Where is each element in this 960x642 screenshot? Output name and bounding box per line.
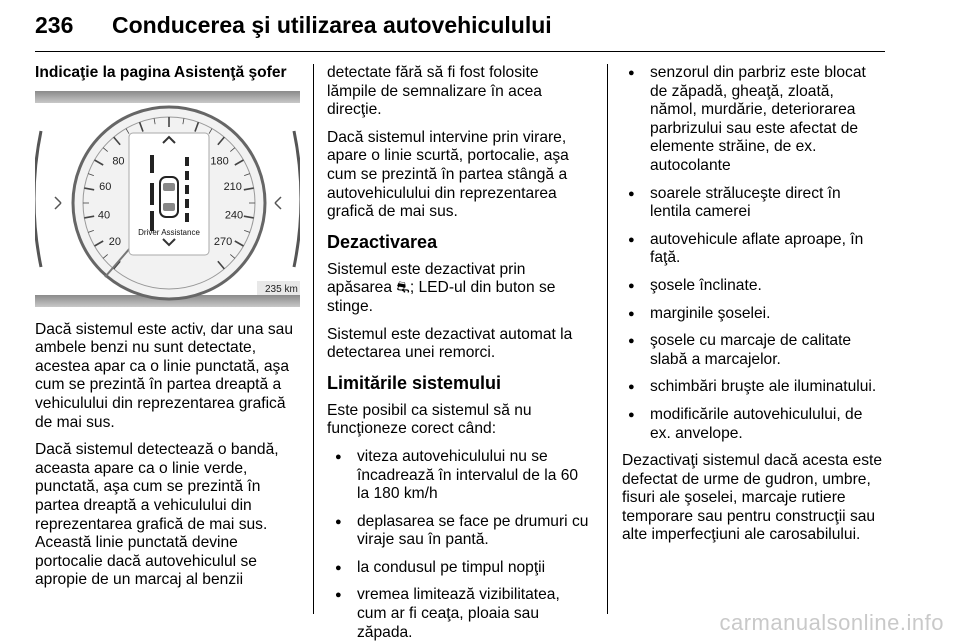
list-item: ● senzorul din parbriz este blocat de zăpadă, gheaţă, zloată, nămol, murdărie, deteriorarea parbrizului sau este afectat de elemente străine, de ex. autocolante: [622, 64, 892, 176]
list-item: ● marginile şoselei.: [622, 305, 892, 324]
bullet-list: [327, 448, 595, 642]
list-item: ● soarele străluceşte direct în lentila camerei: [622, 185, 892, 222]
list-item: ● autovehicule aflate aproape, în faţă.: [622, 231, 892, 268]
column-right: [622, 64, 892, 554]
list-item: ● vremea limitează vizibilitatea, cum ar fi ceaţa, ploaia sau zăpada.: [327, 586, 595, 642]
list-item: ● deplasarea se face pe drumuri cu viraje sau în pantă.: [327, 513, 595, 550]
bullet-list: [622, 64, 892, 443]
dial-tick-label: 210: [223, 180, 242, 193]
dial-tick-label: 80: [112, 155, 125, 168]
page-title: Conducerea şi utilizarea autovehiculului: [112, 12, 552, 38]
instrument-cluster-illustration: [35, 91, 300, 307]
section-heading-limits: Limitările sistemului: [327, 372, 502, 393]
odometer-readout: 235 km: [265, 283, 298, 295]
column-divider: [313, 64, 314, 614]
dial-tick-label: 40: [97, 209, 111, 222]
column-left: [35, 64, 305, 599]
list-item: ● şosele cu marcaje de calitate slabă a marcajelor.: [622, 332, 892, 369]
list-item: ● şosele înclinate.: [622, 277, 892, 296]
paragraph: Dezactivaţi sistemul dacă acesta este defectat de urme de gudron, umbre, fisuri ale şoselei, marcaje rutiere temporare sau pentru construcţii sau alte imperfecţiuni ale carosabilului.: [622, 452, 883, 544]
page-number: 236: [35, 12, 74, 38]
car-icon: [160, 177, 178, 217]
left-lane-line: [150, 155, 154, 231]
list-item: ● la condusul pe timpul nopţii: [327, 559, 595, 578]
dial-tick-label: 20: [108, 235, 122, 248]
paragraph: Sistemul este dezactivat automat la detectarea unei remorci.: [327, 325, 573, 362]
paragraph: detectate fără să fi fost folosite lămpile de semnalizare în acea direcţie.: [327, 64, 542, 119]
paragraph: Dacă sistemul intervine prin virare, apare o linie scurtă, portocalie, aşa cum se prezintă în partea stângă a autovehiculului din reprezentarea grafică de mai sus.: [327, 128, 569, 221]
dial-tick-label: 270: [213, 235, 233, 248]
column-middle: [327, 64, 595, 642]
page-header: [35, 12, 885, 52]
paragraph: Dacă sistemul este activ, dar una sau ambele benzi nu sunt detectate, acestea apar ca o linie punctată, aşa cum se prezintă în partea dreaptă a vehiculului din reprezentarea grafică de mai sus.: [35, 320, 293, 431]
watermark: carmanualsonline.info: [719, 610, 944, 635]
paragraph: Este posibil ca sistemul să nu funcţioneze corect când:: [327, 401, 532, 438]
list-item: ● schimbări bruşte ale iluminatului.: [622, 378, 892, 397]
list-item: ● modificările autovehiculului, de ex. anvelope.: [622, 406, 892, 443]
dial-tick-label: 60: [99, 180, 112, 193]
section-heading-deactivation: Dezactivarea: [327, 231, 438, 252]
paragraph: Sistemul este dezactivat prin apăsarea ⛐; LED-ul din buton se stinge.: [327, 260, 556, 315]
dial-tick-label: 240: [224, 209, 244, 222]
section-subheading: Indicaţie la pagina Asistenţă şofer: [35, 64, 287, 81]
column-divider: [607, 64, 608, 614]
dial-tick-label: 180: [210, 155, 229, 168]
driver-assistance-label: Driver Assistance: [138, 227, 200, 237]
paragraph: Dacă sistemul detectează o bandă, aceasta apare ca o linie verde, punctată, aşa cum se prezintă în partea dreaptă a vehiculului din reprezentarea grafică de mai sus. Această linie punctată devine portocalie dacă autovehiculul se apropie de un marcaj al benzii: [35, 441, 279, 589]
list-item: ● viteza autovehiculului nu se încadrează în intervalul de la 60 la 180 km/h: [327, 448, 595, 504]
